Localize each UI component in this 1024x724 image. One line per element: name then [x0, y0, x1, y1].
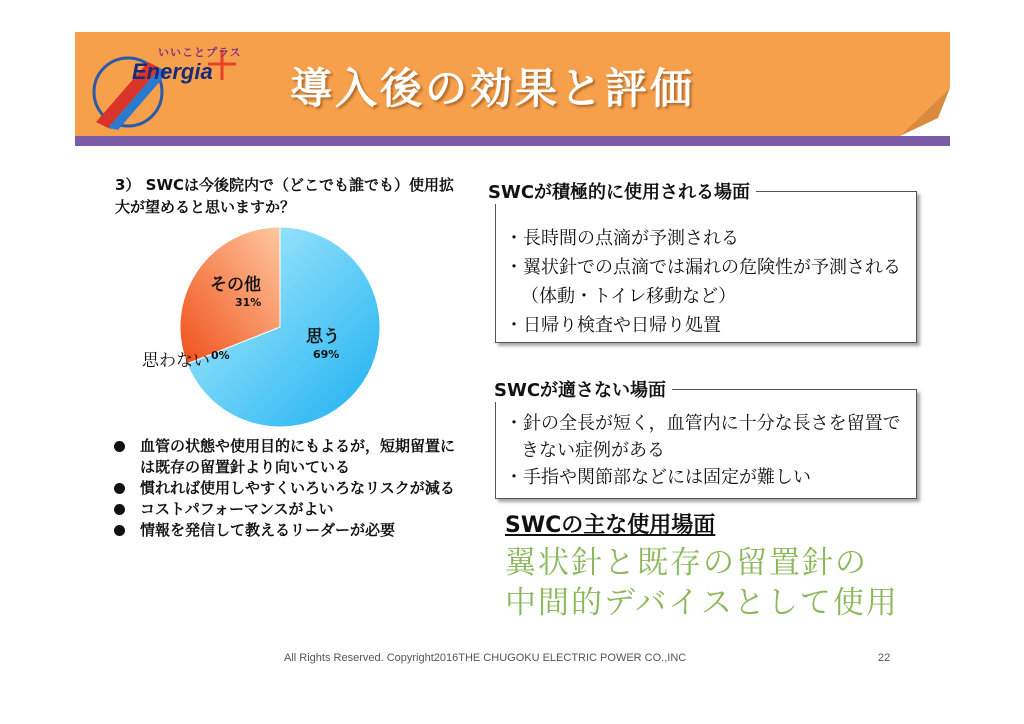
comment-item: 情報を発信して教えるリーダーが必要 [112, 520, 462, 541]
copyright-footer: All Rights Reserved. Copyright2016THE CHUGOKU ELECTRIC POWER CO.,INC [284, 652, 687, 664]
page-number: 22 [878, 652, 891, 664]
unsuitable-scenes-title: SWCが適さない場面 [488, 376, 672, 402]
used-scenes-title: SWCが積極的に使用される場面 [482, 178, 756, 204]
pie-value-other: 31% [235, 296, 262, 309]
used-scene-item: ・翼状針での点滴では漏れの危険性が予測される（体動・トイレ移動など） [505, 257, 901, 307]
unsuitable-scenes-list [505, 410, 910, 491]
page-title: 導入後の効果と評価 [290, 64, 696, 113]
conclusion-text [505, 543, 899, 623]
conclusion-line-1: 翼状針と既存の留置針の [505, 545, 868, 581]
unsuitable-scene-item: ・針の全長が短く，血管内に十分な長さを留置できない症例がある [505, 413, 901, 461]
survey-pie-chart [170, 222, 390, 432]
used-scene-item: ・日帰り検査や日帰り処置 [505, 315, 721, 336]
comment-item: コストパフォーマンスがよい [112, 499, 462, 520]
unsuitable-scene-item: ・手指や関節部などには固定が難しい [505, 467, 811, 488]
survey-comments-list [112, 436, 462, 541]
pie-value-yes: 69% [313, 348, 340, 361]
main-use-heading: SWCの主な使用場面 [505, 513, 716, 538]
used-scenes-list [505, 224, 910, 340]
survey-question: 3） SWCは今後院内で（どこでも誰でも）使用拡大が望めると思いますか？ [115, 176, 455, 216]
conclusion-line-2: 中間的デバイスとして使用 [505, 585, 899, 621]
used-scene-item: ・長時間の点滴が予測される [505, 228, 739, 249]
logo-tagline: いいことプラス [158, 46, 242, 59]
title-underline-stripe [75, 136, 950, 146]
pie-label-no: 思わない [142, 351, 210, 371]
pie-value-no: 0% [211, 349, 230, 362]
page-fold-decoration [900, 88, 950, 136]
pie-label-yes: 思う [306, 327, 340, 347]
comment-item: 慣れれば使用しやすくいろいろなリスクが減る [112, 478, 462, 499]
comment-item: 血管の状態や使用目的にもよるが，短期留置には既存の留置針より向いている [112, 436, 462, 478]
pie-label-other: その他 [210, 275, 261, 295]
logo-wordmark: Energia [132, 59, 213, 84]
